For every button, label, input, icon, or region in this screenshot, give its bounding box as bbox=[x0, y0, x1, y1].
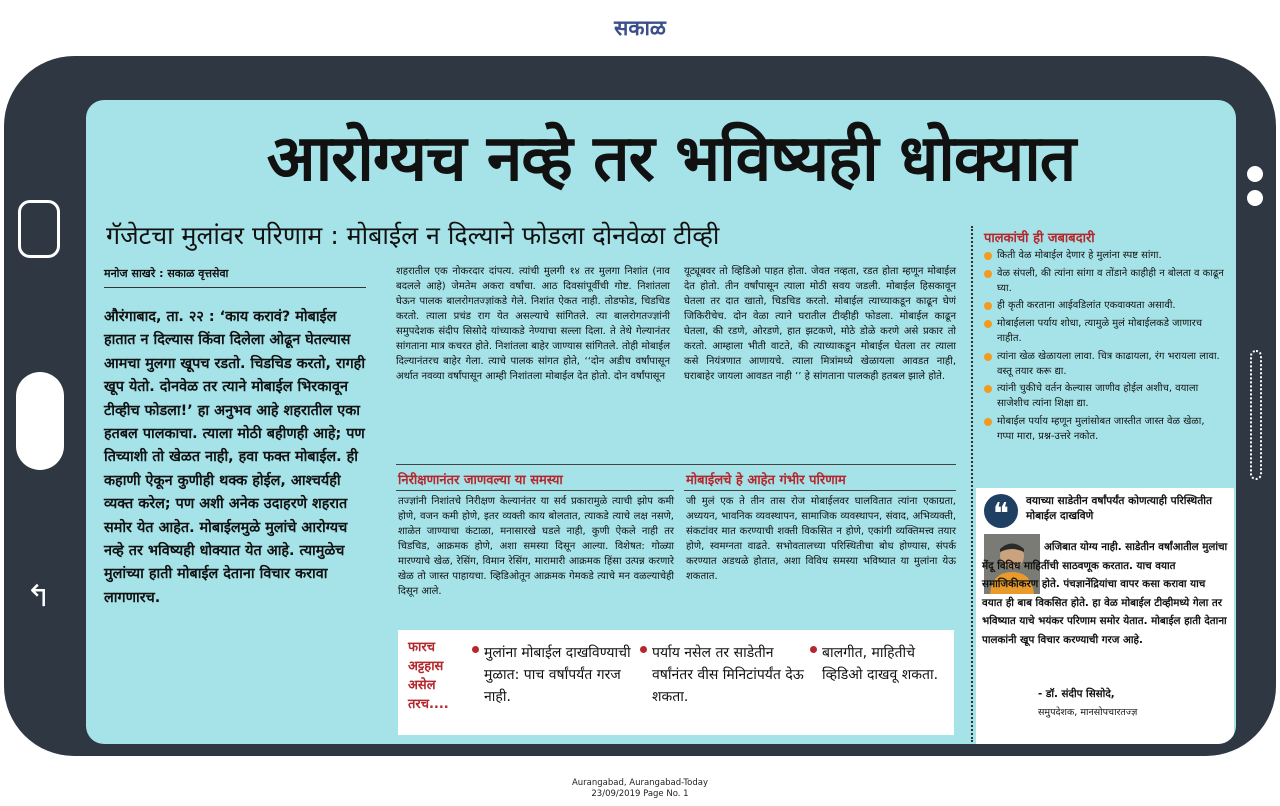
list-item-text: त्यांना खेळ खेळायला लावा. चित्र काढायला, रंग भरायला लावा. वस्तू तयार करू द्या. bbox=[997, 350, 1220, 377]
list-item bbox=[984, 350, 1224, 380]
bullet-icon bbox=[984, 270, 992, 278]
callout-bullet-icon bbox=[640, 646, 647, 653]
phone-volume-button-icon bbox=[1250, 350, 1262, 480]
list-item bbox=[984, 382, 1224, 412]
callout-lead: फारच अट्टहास असेल तरच.... bbox=[408, 640, 449, 712]
list-item bbox=[984, 267, 1224, 297]
quote-body: अजिबात योग्य नाही. साडेतीन वर्षांआतील मुलांचा मेंदू विविध माहितींची साठवणूक करतात. याच वयात समाजिकीकरण होते. पंचज्ञानेंद्रियांचा वापर कसा करावा याच वयात ही बाब विकसित होते. हा वेळ मोबाईल टीव्हीमध्ये गेला तर भविष्यात याचे भयंकर परिणाम समोर येतात. मोबाईल हाती देताना पालकांनी खूप विचार करण्याची गरज आहे. bbox=[982, 541, 1228, 646]
article-column-2: शहरातील एक नोकरदार दांपत्य. त्यांची मुलगी १४ तर मुलगा निशांत (नाव बदलले आहे) जेमतेम अकरा वर्षांचा. आठ दिवसांपूर्वीची गोष्ट. निशांतला घेऊन पालक बालरोगतज्ज्ञांकडे गेले. निशांत ऐकत नाही. तोडफोड, चिडचिड करतो. त्याला प्रचंड राग येत असल्याचे सांगितले. त्या बालरोगतज्ज्ञांनी समुपदेशक संदीप सिसोदे यांच्याकडे नेण्याचा सल्ला दिला. ते तेथे गेल्यानंतर सांगताना मात्र कचरत होते. निशांतला बाहेर जाण्यास सांगितले. तोही मोबाईल दिल्यानंतरच बाहेर गेला. त्याचे पालक सांगत होते, ‘‘दोन अडीच वर्षांपासून अर्थात नवव्या वर्षांपासून आम्ही निशांतला मोबाईल देत होतो. दोन वर्षांपासून bbox=[396, 266, 670, 382]
footer-date: 23/09/2019 Page No. 1 bbox=[591, 789, 689, 799]
bullet-icon bbox=[984, 302, 992, 310]
phone-home-button-icon bbox=[18, 200, 60, 258]
list-item bbox=[984, 317, 1224, 347]
list-item bbox=[984, 415, 1224, 445]
expert-quote-box bbox=[976, 488, 1234, 744]
problems-text: तज्ज्ञांनी निशांतचे निरीक्षण केल्यानंतर या सर्व प्रकारामुळे त्याची झोप कमी होणे, वजन कमी होणे, इतर व्यक्ती काय बोलतात, त्याकडे त्याचे लक्ष नसणे, शाळेत जाण्याचा कंटाळा, मनासारखे घडले नाही, कुणी ऐकले नाही तर चिडचिड, आक्रमक होणे, अशा समस्या दिसून आल्या. विशेषत: गोळ्या मारण्याचे खेळ, रेसिंग, विमान रेसिंग, मारामारी आक्रमक हिंसा उत्पन्न करणारे खेळ तो जास्त पाहायचा. व्हिडिओतून आक्रमक गेमकडे त्याचे मन वळल्याचेही दिसून आले. bbox=[398, 496, 674, 597]
list-item-text: मोबाईल पर्याय म्हणून मुलांसोबत जास्तीत जास्त वेळ खेळा, गप्पा मारा, प्रश्न-उत्तरे नकोत. bbox=[997, 415, 1205, 442]
quote-author-role: समुपदेशक, मानसोपचारतज्ज्ञ bbox=[1038, 707, 1138, 718]
bullet-icon bbox=[984, 418, 992, 426]
subheadline: गॅजेटचा मुलांवर परिणाम : मोबाईल न दिल्याने फोडला दोनवेळा टीव्ही bbox=[106, 221, 720, 250]
problems-underline bbox=[396, 490, 674, 491]
phone-sensor-icon bbox=[1247, 190, 1263, 206]
phone-speaker-icon bbox=[16, 372, 64, 470]
sidebar-title: पालकांची ही जबाबदारी bbox=[984, 231, 1095, 246]
byline: मनोज साखरे : सकाळ वृत्तसेवा bbox=[104, 266, 366, 288]
lead-paragraph: औरंगाबाद, ता. २२ : ‘काय करावं? मोबाईल हातात न दिल्यास किंवा दिलेला ओढून घेतल्यास आमचा मुलगा खूपच रडतो. चिडचिड करतो, रागही खूप येतो. दोनवेळ तर त्याने मोबाईल भिरकावून टीव्हीच फोडला!’ हा अनुभव आहे शहरातील एका हतबल पालकाचा. त्याला मोठी बहीणही आहे; पण तिच्याशी तो खेळत नाही, हवा फक्त मोबाईल. ही कहाणी ऐकून कुणीही थक्क होईल, आश्चर्यही व्यक्त करेल; पण अशी अनेक उदाहरणे शहरात समोर येत आहेत. मोबाईलमुळे मुलांचे आरोग्यच नव्हे तर भविष्यही धोक्यात येत आहे. त्यामुळेच मुलांच्या हाती मोबाईल देताना विचार करावा लागणारच. bbox=[104, 309, 366, 606]
list-item-text: ही कृती करताना आईवडिलांत एकवाक्यता असावी. bbox=[997, 300, 1176, 312]
quote-heading: वयाच्या साडेतीन वर्षांपर्यंत कोणत्याही परिस्थितीत मोबाईल दाखविणे bbox=[1026, 495, 1213, 522]
list-item-text: मोबाईलला पर्याय शोधा, त्यामुळे मुलं मोबाईलकडे जाणारच नाहीत. bbox=[997, 318, 1203, 344]
callout-item: बालगीत, माहितीचे व्हिडिओ दाखवू शकता. bbox=[822, 645, 939, 683]
callout-bullet-icon bbox=[810, 646, 817, 653]
list-item-text: त्यांनी चुकीचे वर्तन केल्यास जाणीव होईल अशीच, वयाला साजेशीच त्यांना शिक्षा द्या. bbox=[997, 383, 1199, 410]
section-rule bbox=[396, 464, 956, 465]
phone-back-arrow-icon: ↰ bbox=[26, 579, 52, 614]
column-divider bbox=[971, 226, 973, 742]
advice-callout bbox=[398, 630, 954, 735]
bullet-icon bbox=[984, 252, 992, 260]
list-item-text: किती वेळ मोबाईल देणार हे मुलांना स्पष्ट सांगा. bbox=[997, 250, 1162, 261]
responsibility-list bbox=[984, 249, 1224, 448]
callout-bullet-icon bbox=[472, 646, 479, 653]
problems-heading: निरीक्षणानंतर जाणवल्या या समस्या bbox=[398, 473, 563, 488]
quote-icon: ❝ bbox=[984, 494, 1018, 528]
bullet-icon bbox=[984, 353, 992, 361]
effects-underline bbox=[684, 490, 956, 491]
page-footer bbox=[0, 778, 1280, 800]
bullet-icon bbox=[984, 385, 992, 393]
callout-item: मुलांना मोबाईल दाखविण्याची मुळात: पाच वर्षांपर्यंत गरज नाही. bbox=[484, 645, 631, 705]
article-column-3: यूट्यूबवर तो व्हिडिओ पाहत होता. जेवत नव्हता, रडत होता म्हणून मोबाईल देत होतो. तीन वर्षांपासून त्याला मोठी सवय जडली. मोबाईल हिसकावून घेतला तर दात खातो, चिडचिड करतो. मोबाईल त्याच्याकडून काढून घेणं जिकिरीचेच. दोन वेळा त्याने घरातील टीव्हीही फोडला. मोबाईल काढून घेतला, की रडणे, ओरडणे, हात झटकणे, मोठे डोळे करणे असे प्रकार तो करतो. आम्हाला भीती वाटते, की त्याच्याकडून मोबाईल घेतला तर त्याला कसे नियंत्रणात आणायचे. त्याला मित्रांमध्ये खेळायला आवडत नाही, घराबाहेर जायला आवडत नाही ’’ हे सांगताना पालकही हतबल झाले होते. bbox=[684, 266, 956, 382]
quote-author: - डॉ. संदीप सिसोदे, bbox=[1038, 688, 1115, 700]
effects-heading: मोबाईलचे हे आहेत गंभीर परिणाम bbox=[686, 473, 846, 488]
effects-text: जी मुलं एक ते तीन तास रोज मोबाईलवर घालवितात त्यांना एकाग्रता, अध्ययन, भावनिक व्यवस्थापन, सामाजिक व्यवस्थापन, संवाद, अभिव्यक्ती, संकटांवर मात करण्याची शक्ती विकसित न होणे, एकांगी व्यक्तिमत्त्व तयार होणे, स्वमग्नता वाढते. सभोवतालच्या परिस्थितीचा बोध होण्यास, संपर्क करण्यात अडथळे होतात, अशा विविध समस्या भविष्यात या मुलांना येऊ शकतात. bbox=[686, 496, 956, 582]
list-item-text: वेळ संपली, की त्यांना सांगा व तोंडाने काहीही न बोलता व काढून घ्या. bbox=[997, 267, 1224, 294]
callout-item: पर्याय नसेल तर साडेतीन वर्षांनंतर वीस मिनिटांपर्यंत देऊ शकता. bbox=[652, 645, 804, 705]
masthead-logo: सकाळ bbox=[614, 15, 666, 40]
list-item bbox=[984, 249, 1224, 264]
article-screen bbox=[86, 100, 1236, 744]
headline: आरोग्यच नव्हे तर भविष्यही धोक्यात bbox=[266, 122, 1076, 196]
footer-edition: Aurangabad, Aurangabad-Today bbox=[571, 778, 709, 788]
bullet-icon bbox=[984, 320, 992, 328]
list-item bbox=[984, 299, 1224, 314]
phone-camera-icon bbox=[1247, 166, 1263, 182]
